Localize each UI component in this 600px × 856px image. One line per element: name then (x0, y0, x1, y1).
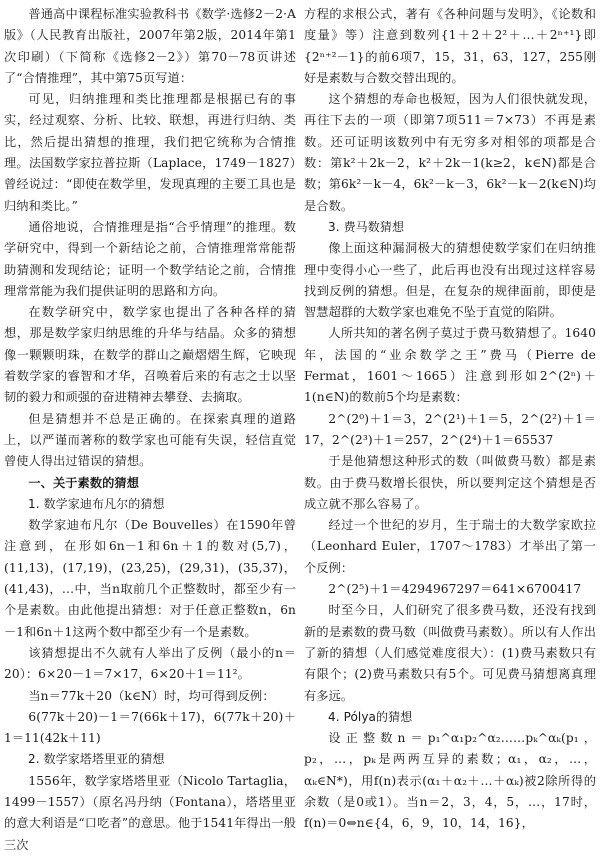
right-paragraph-5: 人所共知的著名例子莫过于费马数猜想了。1640年，法国的“业余数学之王”费马（Pierre de Fermat，1601～1665）注意到形如2^(2ⁿ)＋1(n∈N)的数前5个均是素数： (304, 326, 596, 405)
left-paragraph-4: 在数学研究中，数学家也提出了各种各样的猜想，那是数学家归纳思维的升华与结晶。众多的猜想像一颗颗明珠，在数学的群山之巅熠熠生辉，它映现着数学家的睿智和才华，召唤着后来的有志之士以坚韧的毅力和顽强的奋进精神去攀登、去摘取。 (4, 305, 296, 405)
left-paragraph-7: 1. 数学家迪布凡尔的猜想 (28, 496, 165, 511)
right-paragraph-8: 经过一个世纪的岁月，生于瑞士的大数学家欧拉（Leonhard Euler，1707～1783）才举出了第一个反例： (304, 518, 596, 575)
right-paragraph-6: 2^(2⁰)＋1＝3，2^(2¹)＋1＝5，2^(2²)＋1＝17，2^(2³)＋1＝257，2^(2⁴)＋1＝65537 (304, 411, 596, 447)
left-paragraph-6: 一、关于素数的猜想 (28, 475, 139, 490)
right-paragraph-3: 3. 费马数猜想 (328, 219, 405, 234)
right-paragraph-11: 4. Pólya的猜想 (328, 709, 413, 724)
right-paragraph-2: 这个猜想的寿命也极短，因为人们很快就发现，再往下去的一项（即第7项511＝7×73）不再是素数。还可证明该数列中有无穷多对相邻的项都是合数：第k²＋2k－2，k²＋2k－1(k≥2，k∈N)都是合数；第6k²－k－4，6k²－k－3，6k²－k－2(k∈N)均是合数。 (304, 92, 596, 213)
right-paragraph-9: 2^(2⁵)＋1＝4294967297＝641×6700417 (328, 582, 582, 597)
left-paragraph-5: 但是猜想并不总是正确的。在探索真理的道路上，以严谨而著称的数学家也可能有失误，轻信直觉曾使人得出过错误的猜想。 (4, 411, 296, 469)
right-paragraph-7: 于是他猜想这种形式的数（叫做费马数）都是素数。由于费马数增长很快，所以要判定这个猜想是否成立就不那么容易了。 (304, 454, 596, 511)
left-paragraph-11: 6(77k＋20)－1＝7(66k＋17)，6(77k＋20)＋1＝11(42k＋11) (4, 709, 296, 746)
left-paragraph-10: 当n＝77k＋20（k∈N）时，均可得到反例： (28, 688, 275, 703)
left-column (4, 4, 296, 852)
right-paragraph-1: 方程的求根公式，著有《各种问题与发明》，《论数和度量》等）注意到数列{1＋2＋2²＋…＋2ⁿ⁺¹}即{2ⁿ⁺²－1}的前6项7，15，31，63，127，255刚好是素数与合数交替出现的。 (304, 7, 596, 85)
left-paragraph-12: 2. 数学家塔塔里亚的猜想 (28, 752, 165, 767)
right-paragraph-4: 像上面这种漏洞极大的猜想使数学家们在归纳推理中变得小心一些了，此后再也没有出现过这样容易找到反例的猜想。但是，在复杂的规律面前，即使是智慧超群的大数学家也难免不坠于直觉的陷阱。 (304, 241, 596, 320)
left-paragraph-13: 1556年，数学家塔塔里亚（Nicolo Tartaglia，1499－1557）（原名冯丹纳（Fontana），塔塔里亚的意大利语是“口吃者”的意思。他于1541年得出一般三次 (4, 773, 296, 852)
left-paragraph-3: 通俗地说，合情推理是指“合乎情理”的推理。数学研究中，得到一个新结论之前，合情推理常常能帮助猜测和发现结论；证明一个数学结论之前，合情推理常常能为我们提供证明的思路和方向。 (4, 219, 296, 298)
right-paragraph-10: 时至今日，人们研究了很多费马数，还没有找到新的是素数的费马数（叫做费马素数）。所以有人作出了新的猜想（人们感觉难度很大）：(1)费马素数只有有限个；(2)费马素数只有5个。可见费马猜想离真理有多远。 (304, 603, 596, 703)
left-paragraph-2: 可见，归纳推理和类比推理都是根据已有的事实，经过观察、分析、比较、联想，再进行归纳、类比，然后提出猜想的推理，我们把它统称为合情推理。法国数学家拉普拉斯（Laplace，1749－1827）曾经说过：“即使在数学里，发现真理的主要工具也是归纳和类比。” (4, 92, 296, 213)
left-paragraph-1: 普通高中课程标准实验教科书《数学·选修2－2·A版》（人民教育出版社，2007年第2版，2014年第1次印刷）（下简称《选修2－2》）第70－78页讲述了“合情推理”，其中第75页写道： (4, 7, 296, 85)
right-column (304, 4, 596, 831)
left-paragraph-8: 数学家迪布凡尔（De Bouvelles）在1590年曾注意到，在形如6n－1和6n＋1的数对(5,7)，(11,13)，(17,19)，(23,25)，(29,31)，(35,37)，(41,43)，…中，当n取前几个正整数时，都至少有一个是素数。由此他提出猜想：对于任意正整数n，6n－1和6n＋1这两个数中都至少有一个是素数。 (4, 518, 296, 639)
left-paragraph-9: 该猜想提出不久就有人举出了反例（最小的n＝20）：6×20－1＝7×17，6×20＋1＝11²。 (4, 645, 296, 682)
right-paragraph-12: 设正整数n＝p₁^α₁p₂^α₂……pₖ^αₖ(p₁，p₂，…，pₖ是两两互异的素数；α₁，α₂，…，αₖ∈N*)，用f(n)表示(α₁＋α₂＋…＋αₖ)被2除所得的余数（是0或1）。当n＝2，3，4，5，…，17时，f(n)＝0⇔n∈{4，6，9，10，14，16}， (304, 731, 596, 831)
